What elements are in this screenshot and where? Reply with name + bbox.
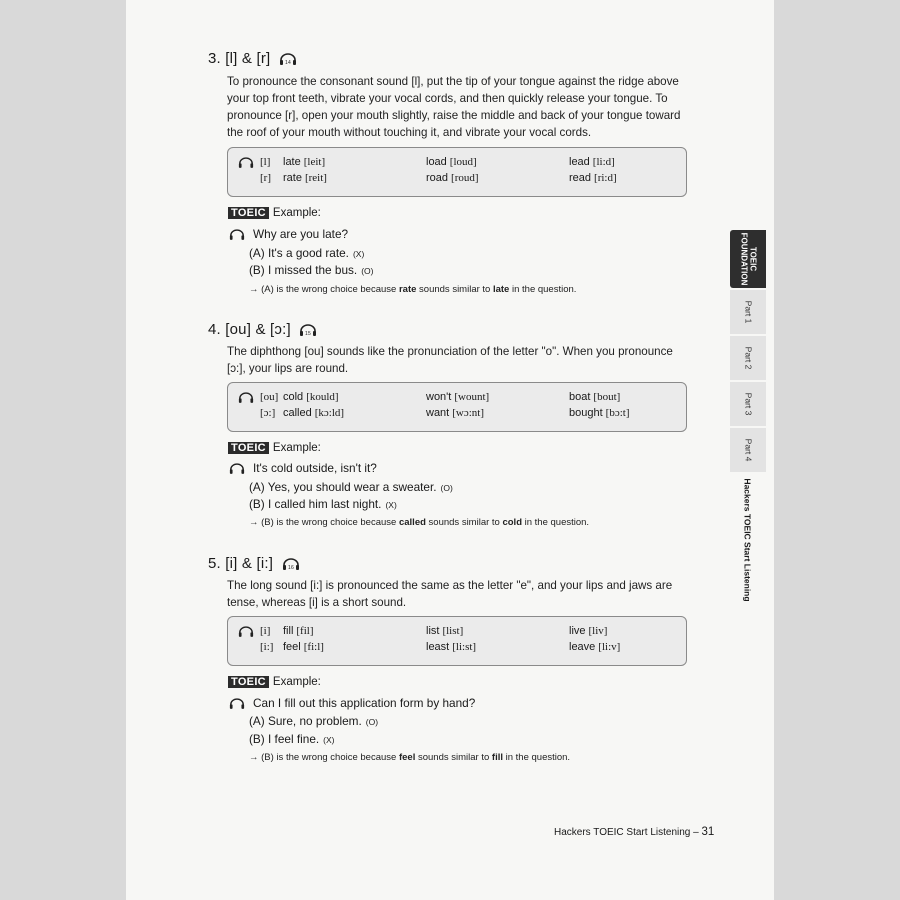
word-ipa: [fil] — [296, 625, 314, 637]
choice-text: (A) Sure, no problem. — [249, 714, 362, 728]
footer-text: Hackers TOEIC Start Listening – — [554, 827, 699, 838]
note-bold: fill — [491, 752, 503, 763]
word: rate — [283, 172, 302, 184]
section-description: The long sound [i:] is pronounced the same as the letter "e", and your lips and jaws are tense, whereas [i] is a short sound. — [227, 579, 673, 609]
headphone-icon[interactable] — [238, 156, 254, 172]
word-row — [228, 625, 686, 641]
word-ipa: [fi:l] — [303, 641, 324, 653]
phonetic-symbol: [r] — [260, 172, 271, 184]
section-title — [208, 50, 297, 67]
phonetic-symbol: [ɔ:] — [260, 407, 276, 419]
page-footer — [554, 826, 714, 838]
note-bold: rate — [398, 284, 417, 295]
example-label — [228, 676, 321, 688]
explanation-note — [249, 517, 589, 528]
word: load — [426, 156, 447, 168]
section-title — [208, 555, 300, 572]
word: lead — [569, 156, 590, 168]
tab-label: Part 2 — [743, 346, 753, 370]
word-ipa: [loud] — [449, 156, 477, 168]
note-text: → (B) is the wrong choice because — [249, 517, 399, 528]
choice-text: (A) It's a good rate. — [249, 246, 349, 260]
word-entry — [569, 641, 620, 653]
word-ipa: [liv] — [588, 625, 608, 637]
word-ipa: [kɔ:ld] — [314, 407, 345, 419]
word-ipa: [li:v] — [598, 641, 621, 653]
word: live — [569, 625, 586, 637]
word: read — [569, 172, 592, 184]
headphone-icon[interactable] — [229, 462, 247, 476]
note-bold: called — [398, 517, 426, 528]
word-entry — [569, 172, 617, 184]
note-text: sounds similar to — [425, 517, 503, 528]
tab-part-3[interactable] — [730, 382, 766, 426]
note-text: sounds similar to — [415, 752, 492, 763]
note-text: in the question. — [522, 517, 590, 528]
note-text: in the question. — [509, 284, 577, 295]
note-bold: feel — [398, 752, 416, 763]
word: won't — [426, 391, 452, 403]
choice-mark: (X) — [352, 249, 365, 259]
choice-text: (B) I missed the bus. — [249, 263, 358, 277]
word-row — [228, 641, 686, 657]
tab-label: Part 3 — [743, 392, 753, 416]
word: road — [426, 172, 449, 184]
word-ipa: [bɔ:t] — [605, 407, 630, 419]
word-ipa: [reit] — [304, 172, 327, 184]
headphone-icon[interactable] — [238, 625, 254, 641]
headphone-icon[interactable] — [229, 228, 247, 242]
answer-choice — [249, 497, 397, 511]
word: boat — [569, 391, 591, 403]
section-title-text: 3. [l] & [r] — [208, 50, 271, 67]
word: called — [283, 407, 312, 419]
word: want — [426, 407, 450, 419]
word-ipa: [kould] — [306, 391, 339, 403]
phonetic-symbol: [i:] — [260, 641, 274, 653]
word-row — [228, 407, 686, 423]
word-ipa: [list] — [442, 625, 464, 637]
choice-text: (B) I called him last night. — [249, 497, 382, 511]
explanation-note — [249, 752, 570, 763]
note-text: → (B) is the wrong choice because — [249, 752, 399, 763]
note-bold: cold — [502, 517, 522, 528]
word-entry — [569, 156, 615, 168]
answer-choice — [249, 480, 453, 494]
example-question — [229, 461, 377, 476]
word-entry — [283, 391, 339, 403]
word-ipa: [leit] — [303, 156, 326, 168]
choice-mark: (X) — [323, 735, 335, 745]
word: leave — [569, 641, 596, 653]
word-entry — [569, 391, 620, 403]
tab-label: Part 1 — [743, 300, 753, 324]
section-title-text: 4. [ou] & [ɔ:] — [208, 321, 291, 338]
note-text: in the question. — [503, 752, 571, 763]
word-ipa: [bout] — [593, 391, 621, 403]
tab-label: TOEIC — [748, 246, 758, 272]
note-bold: late — [492, 284, 510, 295]
word-comparison-box — [227, 382, 687, 432]
question-text: Why are you late? — [253, 227, 349, 241]
choice-mark: (O) — [440, 483, 453, 493]
word-ipa: [wɔ:nt] — [452, 407, 485, 419]
choice-mark: (X) — [385, 500, 397, 510]
word-entry — [426, 407, 484, 419]
note-text: → (A) is the wrong choice because — [249, 284, 399, 295]
note-text: sounds similar to — [416, 284, 493, 295]
choice-mark: (O) — [365, 717, 379, 727]
word: feel — [283, 641, 301, 653]
headphone-icon[interactable] — [238, 391, 254, 407]
example-question — [229, 227, 348, 242]
sidebar-title-text: Hackers TOEIC Start Listening — [743, 478, 754, 602]
phonetic-symbol: [i] — [260, 625, 271, 637]
tab-part-1[interactable] — [730, 290, 766, 334]
word-entry — [569, 407, 629, 419]
toeic-badge: TOEIC — [228, 207, 269, 219]
example-label-text: Example: — [272, 442, 321, 454]
word-row — [228, 172, 686, 188]
section-title — [208, 321, 317, 338]
page-number: 31 — [701, 826, 715, 838]
explanation-note — [249, 284, 576, 295]
answer-choice — [249, 246, 364, 260]
headphone-icon[interactable] — [299, 323, 317, 337]
word: bought — [569, 407, 603, 419]
word-entry — [283, 407, 344, 419]
word-entry — [426, 391, 489, 403]
svg-text:14: 14 — [284, 60, 291, 67]
question-text: Can I fill out this application form by hand? — [253, 696, 476, 710]
tab-part-4[interactable] — [730, 428, 766, 472]
word-row — [228, 391, 686, 407]
word-entry — [569, 625, 607, 637]
example-label-text: Example: — [272, 207, 321, 219]
word-ipa: [wount] — [454, 391, 490, 403]
example-label — [228, 442, 321, 454]
word-entry — [426, 641, 476, 653]
svg-text:15: 15 — [305, 331, 312, 338]
word-entry — [283, 156, 325, 168]
section-title-text: 5. [i] & [i:] — [208, 555, 274, 572]
word-entry — [426, 156, 477, 168]
answer-choice — [249, 714, 378, 728]
headphone-icon[interactable] — [279, 52, 297, 66]
word-entry — [426, 172, 479, 184]
section-description: The diphthong [ou] sounds like the pronunciation of the letter "o". When you pronounce [ɔ:], your lips are round. — [227, 345, 673, 375]
word: cold — [283, 391, 304, 403]
word-comparison-box — [227, 616, 687, 666]
sidebar-book-title — [730, 480, 766, 600]
word: late — [283, 156, 301, 168]
choice-text: (B) I feel fine. — [249, 732, 320, 746]
word: fill — [283, 625, 294, 637]
word-ipa: [li:st] — [452, 641, 477, 653]
choice-mark: (O) — [361, 266, 374, 276]
word: list — [426, 625, 440, 637]
word-entry — [426, 625, 463, 637]
tab-label: FOUNDATION — [739, 232, 749, 286]
headphone-icon[interactable] — [229, 697, 247, 711]
headphone-icon[interactable] — [282, 557, 300, 571]
example-label — [228, 207, 321, 219]
word-ipa: [li:d] — [592, 156, 615, 168]
toeic-badge: TOEIC — [228, 676, 269, 688]
question-text: It's cold outside, isn't it? — [253, 461, 377, 475]
tab-part-2[interactable] — [730, 336, 766, 380]
phonetic-symbol: [ou] — [260, 391, 279, 403]
svg-text:16: 16 — [287, 565, 294, 572]
phonetic-symbol: [l] — [260, 156, 271, 168]
word-row — [228, 156, 686, 172]
answer-choice — [249, 732, 335, 746]
answer-choice — [249, 263, 373, 277]
word-ipa: [ri:d] — [594, 172, 617, 184]
word-comparison-box — [227, 147, 687, 197]
tab-toeic-foundation[interactable] — [730, 230, 766, 288]
word-entry — [283, 641, 324, 653]
word-entry — [283, 625, 314, 637]
example-label-text: Example: — [272, 676, 321, 688]
word-ipa: [roud] — [451, 172, 479, 184]
word: least — [426, 641, 450, 653]
tab-label: Part 4 — [743, 438, 753, 462]
word-entry — [283, 172, 327, 184]
toeic-badge: TOEIC — [228, 442, 269, 454]
choice-text: (A) Yes, you should wear a sweater. — [249, 480, 437, 494]
example-question — [229, 696, 475, 711]
section-description: To pronounce the consonant sound [l], put the tip of your tongue against the ridge above your top front teeth, vibrate your vocal cords, and then quickly release your tongue. To pronounce [r], open your mouth slightly, raise the middle and back of your tongue toward the roof of your mouth without touching it, and vibrate your vocal cords. — [227, 75, 681, 139]
